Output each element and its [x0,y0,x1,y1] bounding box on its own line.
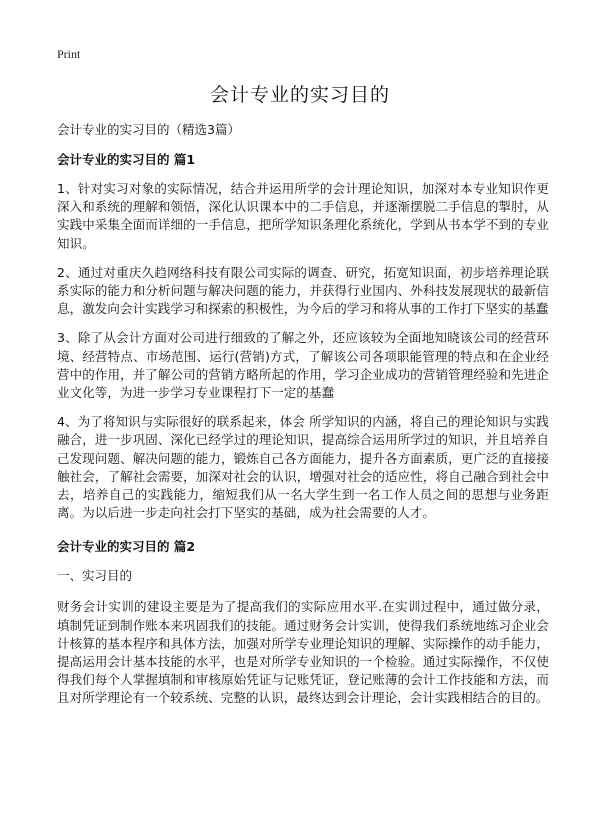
document-body [57,121,549,719]
paragraph: 4、为了将知识与实际很好的联系起来，体会 所学知识的内涵，将自己的理论知识与实践融合，进一步巩固、深化已经学过的理论知识，提高综合运用所学过的知识，并且培养自己发现问题、解决问题的能力，锻炼自己各方面能力，提升各方面素质，更广泛的直接接触社会，了解社会需要，加深对社会的认识，增强对社会的适应性，将自己融合到社会中去，培养自己的实践能力，缩短我们从一名大学生到一名工作人员之间的思想与业务距离。为以后进一步走向社会打下坚实的基础，成为社会需要的人才。 [57,414,549,521]
page-title: 会计专业的实习目的 [209,84,390,106]
document-subtitle: 会计专业的实习目的（精选3篇） [57,122,240,137]
paragraph: 1、针对实习对象的实际情况，结合并运用所学的会计理论知识，加深对本专业知识作更深入和系统的理解和领悟，深化认识课本中的二手信息，并逐渐摆脱二手信息的掣肘，从实践中采集全面而详细的一手信息，把所学知识条理化系统化，学到从书本学不到的专业知识。 [57,181,549,251]
print-link[interactable]: Print [57,47,81,61]
section-2 [57,538,549,707]
paragraph: 2、通过对重庆久趋网络科技有限公司实际的调查、研究，拓宽知识面，初步培养理论联系实际的能力和分析问题与解决问题的能力，并获得行业国内、外科技发展现状的最新信息，激发向会计实践学习和探索的积极性，为今后的学习和将从事的工作打下坚实的基蠢 [57,264,549,317]
section-heading: 会计专业的实习目的 篇2 [57,539,196,555]
paragraph: 财务会计实训的建设主要是为了提高我们的实际应用水平.在实训过程中，通过做分录，填制凭证到制作账本来巩固我们的技能。通过财务会计实训，使得我们系统地练习企业会计核算的基本程序和具体方法，加强对所学专业理论知识的理解、实际操作的动手能力，提高运用会计基本技能的水平，也是对所学专业知识的一个检验。通过实际操作，不仅使得我们每个人掌握填制和审核原始凭证与记账凭证，登记账薄的会计工作技能和方法，而且对所学理论有一个较系统、完整的认识，最终达到会计理论，会计实践相结合的目的。 [57,599,549,706]
section-1 [57,151,549,522]
section-heading: 会计专业的实习目的 篇1 [57,152,196,167]
paragraph: 3、除了从会计方面对公司进行细致的了解之外，还应该较为全面地知晓该公司的经营环境、经营特点、市场范围、运行(营销)方式，了解该公司各项职能管理的特点和在企业经营中的作用，并了解公司的营销方略所起的作用，学习企业成功的营销管理经验和先进企业文化等，为进一步学习专业课程打下一定的基蠢 [57,330,549,401]
sub-heading: 一、实习目的 [57,568,133,584]
